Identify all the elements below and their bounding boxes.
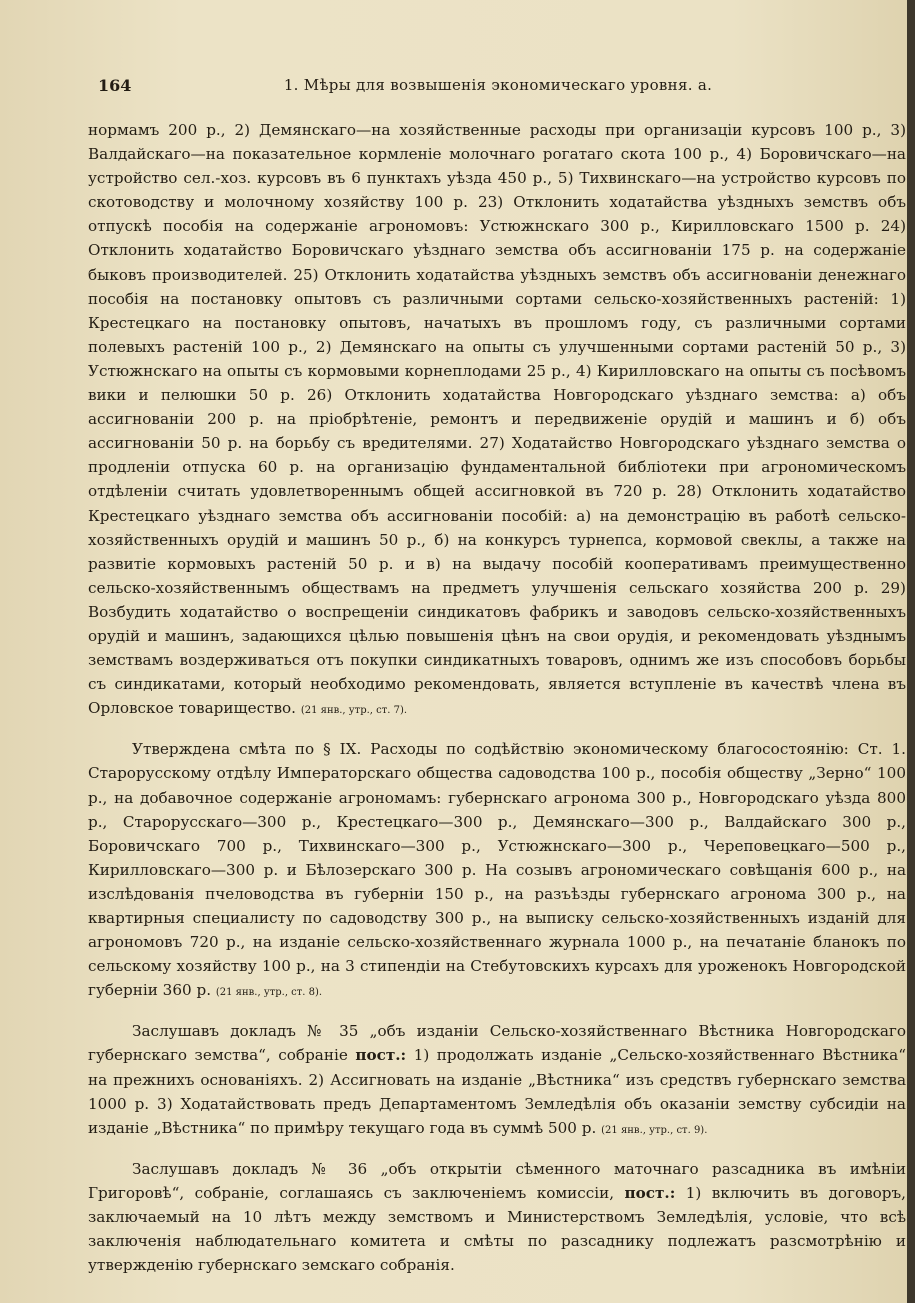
paragraph-gap: [88, 1005, 906, 1019]
page-header: [88, 76, 908, 102]
paragraph-text: Заслушавъ докладъ № 35 „объ изданіи Сельско-хозяйственнаго Вѣстника Новгородскаго губернскаго земства“, собраніе: [88, 1022, 906, 1065]
session-reference: (21 янв., утр., ст. 9).: [601, 1124, 708, 1136]
paragraph-gap: [88, 723, 906, 737]
paragraph-gap: [88, 1143, 906, 1157]
session-reference: (21 янв., утр., ст. 7).: [300, 705, 408, 717]
page-number: 164: [98, 76, 132, 95]
paragraph-text: 1) продолжать изданіе „Сельско-хозяйственнаго Вѣстника“ на прежнихъ основаніяхъ. 2) Ассигновать на изданіе „Вѣстника“ изъ средствъ губернскаго земства 1000 р. 3) Ходатайствовать предъ Департаментомъ Земледѣлія объ оказаніи земству субсидіи на изданіе „Вѣстника“ по примѣру текущаго года въ суммѣ 500 р.: [88, 1046, 906, 1137]
paragraph-text: Утверждена смѣта по § IX. Расходы по содѣйствію экономическому благосостоянію: Ст. 1. Старорусскому отдѣлу Императорскаго общества садоводства 100 р., пособія обществу „Зерно“ 100 р., на добавочное содержаніе агрономамъ: губернскаго агронома 300 р., Новгородскаго уѣзда 800 р., Старорусскаго—300 р., Крестецкаго—300 р., Демянскаго—300 р., Валдайскаго 300 р., Боровичскаго 700 р., Тихвинскаго—300 р., Устюжнскаго—300 р., Череповецкаго—500 р., Кирилловскаго—300 р. и Бѣлозерскаго 300 р. На созывъ агрономическаго совѣщанія 600 р., на изслѣдованія пчеловодства въ губерніи 150 р., на разъѣзды губернскаго агронома 300 р., на квартирныя специалисту по садоводству 300 р., на выписку сельско-хозяйственныхъ изданій для агрономовъ 720 р., на изданіе сельско-хозяйственнаго журнала 1000 р., на печатаніе бланокъ по сельскому хозяйству 100 р., на 3 стипендіи на Стебутовскихъ курсахъ для уроженокъ Новгородской губерніи 360 р.: [88, 740, 906, 1000]
paragraph-3: [88, 1019, 906, 1142]
session-reference: (21 янв., утр., ст. 8).: [215, 987, 323, 999]
running-title: 1. Мѣры для возвышенія экономическаго уровня. а.: [283, 76, 713, 94]
paragraph-1: [88, 118, 906, 723]
paragraph-2: [88, 737, 906, 1005]
paragraph-4: [88, 1157, 906, 1277]
paragraph-text: нормамъ 200 р., 2) Демянскаго—на хозяйственные расходы при организаціи курсовъ 100 р., 3) Валдайскаго—на показательное кормленіе молочнаго рогатаго скота 100 р., 4) Боровичскаго—на устройство сел.-хоз. курсовъ въ 6 пунктахъ уѣзда 450 р., 5) Тихвинскаго—на устройство курсовъ по скотоводству и молочному хозяйству 100 р. 23) Отклонить ходатайства уѣздныхъ земствъ объ отпускѣ пособія на содержаніе агрономовъ: Устюжнскаго 300 р., Кирилловскаго 1500 р. 24) Отклонить ходатайство Боровичскаго уѣзднаго земства объ ассигнованіи 175 р. на содержаніе быковъ производителей. 25) Отклонить ходатайства уѣздныхъ земствъ объ ассигнованіи денежнаго пособія на постановку опытовъ съ различными сортами сельско-хозяйственныхъ растеній: 1) Крестецкаго на постановку опытовъ, начатыхъ въ прошломъ году, съ различными сортами полевыхъ растеній 100 р., 2) Демянскаго на опыты съ улучшенными сортами растеній 50 р., 3) Устюжнскаго на опыты съ кормовыми корнеплодами 25 р., 4) Кирилловскаго на опыты съ посѣвомъ вики и пелюшки 50 р. 26) Отклонить ходатайства Новгородскаго уѣзднаго земства: а) объ ассигнованіи 200 р. на пріобрѣтеніе, ремонтъ и передвиженіе орудій и машинъ и б) объ ассигнованіи 50 р. на борьбу съ вредителями. 27) Ходатайство Новгородскаго уѣзднаго земства о продленіи отпуска 60 р. на организацію фундаментальной библіотеки при агрономическомъ отдѣленіи считать удовлетвореннымъ общей ассигновкой въ 720 р. 28) Отклонить ходатайство Крестецкаго уѣзднаго земства объ ассигнованіи пособій: а) на демонстрацію въ работѣ сельско-хозяйственныхъ орудій и машинъ 50 р., б) на конкурсъ турнепса, кормовой свеклы, а также на развитіе кормовыхъ растеній 50 р. и в) на выдачу пособій кооперативамъ преимущественно сельско-хозяйственнымъ обществамъ на предметъ улучшенія сельскаго хозяйства 200 р. 29) Возбудить ходатайство о воспрещеніи синдикатовъ фабрикъ и заводовъ сельско-хозяйственныхъ орудій и машинъ, задающихся цѣлью повышенія цѣнъ на свои орудія, и рекомендовать уѣзднымъ земствамъ воздерживаться отъ покупки синдикатныхъ товаровъ, однимъ же изъ способовъ борьбы съ синдикатами, который необходимо рекомендовать, является вступленіе въ качествѣ члена въ Орловское товарищество.: [88, 121, 906, 718]
document-body: [88, 118, 906, 1277]
decree-abbrev: пост.:: [355, 1046, 407, 1065]
decree-abbrev: пост.:: [624, 1183, 676, 1202]
paragraph-text: Заслушавъ докладъ № 36 „объ открытіи сѣменного маточнаго разсадника въ имѣніи Григоровѣ“, собраніе, соглашаясь съ заключеніемъ комиссіи,: [88, 1159, 906, 1202]
paragraph-text: 1) включить въ договоръ, заключаемый на 10 лѣтъ между земствомъ и Министерствомъ Земледѣлія, условіе, что всѣ заключенія наблюдательнаго комитета и смѣты по разсаднику подлежатъ разсмотрѣнію и утвержденію губернскаго земскаго собранія.: [88, 1183, 907, 1275]
